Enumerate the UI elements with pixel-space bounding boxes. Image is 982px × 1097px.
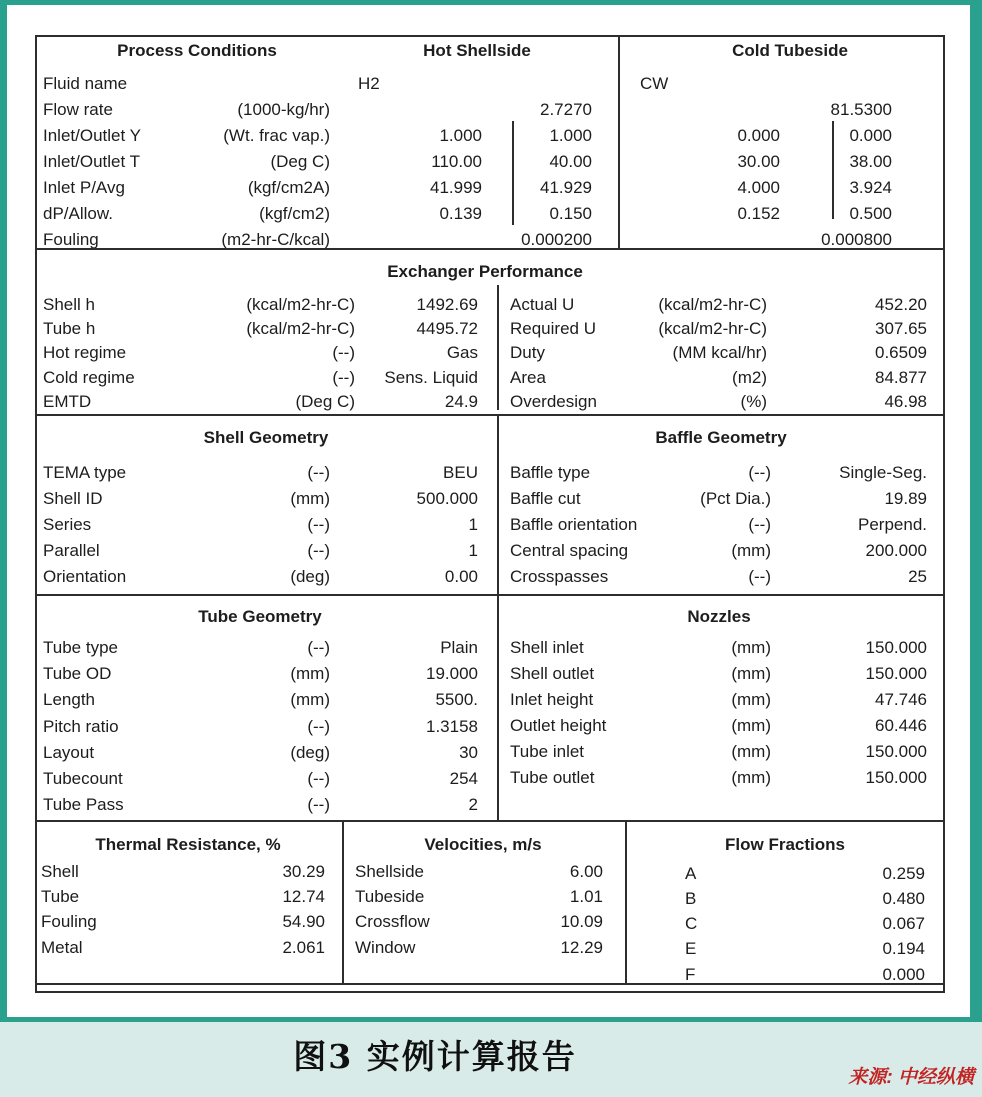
row-unit: (MM kcal/hr) bbox=[672, 343, 767, 362]
hot-outlet-value: 40.00 bbox=[549, 152, 592, 171]
report-table bbox=[35, 35, 945, 993]
row-label: Fouling bbox=[41, 912, 97, 931]
hot-inlet-value: 1.000 bbox=[439, 126, 482, 145]
shell-geometry-title: Shell Geometry bbox=[203, 428, 329, 447]
row-value: 54.90 bbox=[282, 912, 325, 931]
row-value: 0.067 bbox=[882, 914, 925, 933]
row-unit: (mm) bbox=[290, 690, 330, 709]
cold-inlet-value: 30.00 bbox=[737, 152, 780, 171]
row-unit: (mm) bbox=[731, 742, 771, 761]
row-label: Tube Pass bbox=[43, 795, 124, 814]
row-unit: (Wt. frac vap.) bbox=[223, 126, 330, 145]
row-value: 24.9 bbox=[444, 392, 478, 411]
row-unit: (mm) bbox=[731, 664, 771, 683]
row-unit: (--) bbox=[307, 638, 330, 657]
velocities-title: Velocities, m/s bbox=[424, 835, 542, 854]
row-label: Crossflow bbox=[355, 912, 430, 931]
row-label: Inlet/Outlet Y bbox=[43, 126, 141, 145]
row-unit: (kcal/m2-hr-C) bbox=[246, 319, 355, 338]
geometry-divider bbox=[497, 416, 499, 594]
row-unit: (kgf/cm2) bbox=[259, 204, 330, 223]
row-value: 0.000 bbox=[882, 965, 925, 984]
row-value: 4495.72 bbox=[416, 319, 478, 338]
row-label: Crosspasses bbox=[510, 567, 609, 586]
row-label: EMTD bbox=[43, 392, 92, 411]
row-label: Shell bbox=[41, 862, 79, 881]
cold-inlet-value: 0.000 bbox=[737, 126, 780, 145]
cold-fouling-value: 0.000800 bbox=[821, 230, 892, 249]
summary-divider-2 bbox=[625, 822, 627, 983]
row-value: 30.29 bbox=[282, 862, 325, 881]
row-unit: (--) bbox=[307, 463, 330, 482]
hot-inlet-value: 110.00 bbox=[431, 152, 482, 171]
source-attribution: 来源: 中经纵横 bbox=[848, 1067, 974, 1088]
row-value: 60.446 bbox=[875, 716, 927, 735]
row-unit: (--) bbox=[748, 567, 771, 586]
row-value: 2 bbox=[468, 795, 478, 814]
row-label: Tube h bbox=[43, 319, 96, 338]
row-value: 46.98 bbox=[884, 392, 927, 411]
row-value: 19.000 bbox=[426, 664, 478, 683]
row-label: Flow rate bbox=[43, 100, 113, 119]
row-label: Tubeside bbox=[355, 887, 425, 906]
nozzles-title: Nozzles bbox=[687, 607, 751, 626]
section-title: Exchanger Performance bbox=[387, 262, 583, 281]
row-label: Shell h bbox=[43, 295, 95, 314]
row-label: Tubecount bbox=[43, 769, 123, 788]
hot-outlet-value: 41.929 bbox=[540, 178, 592, 197]
row-value: 150.000 bbox=[865, 768, 927, 787]
row-value: 500.000 bbox=[416, 489, 478, 508]
row-value: 1.3158 bbox=[426, 717, 478, 736]
row-label: Hot regime bbox=[43, 343, 127, 362]
row-label: Tube OD bbox=[43, 664, 112, 683]
row-label: Fouling bbox=[43, 230, 99, 249]
row-value: Perpend. bbox=[858, 515, 927, 534]
row-label: Shell inlet bbox=[510, 638, 584, 657]
row-value: Plain bbox=[440, 638, 478, 657]
section-title: Process Conditions bbox=[117, 41, 277, 60]
row-unit: (%) bbox=[740, 392, 767, 411]
row-label: Inlet/Outlet T bbox=[43, 152, 141, 171]
row-label: Required U bbox=[510, 319, 596, 338]
row-label: Window bbox=[355, 938, 416, 957]
row-label: dP/Allow. bbox=[43, 204, 113, 223]
row-label: Series bbox=[43, 515, 92, 534]
row-unit: (deg) bbox=[290, 743, 330, 762]
row-label: Metal bbox=[41, 938, 83, 957]
row-value: 10.09 bbox=[560, 912, 603, 931]
caption-bar bbox=[0, 1022, 982, 1097]
row-label: Tube outlet bbox=[510, 768, 595, 787]
process-conditions-section bbox=[37, 37, 943, 248]
performance-divider bbox=[497, 285, 499, 410]
row-value: 150.000 bbox=[865, 638, 927, 657]
row-label: Inlet P/Avg bbox=[43, 178, 125, 197]
row-unit: (Deg C) bbox=[270, 152, 330, 171]
row-value: 452.20 bbox=[875, 295, 927, 314]
row-value: 0.6509 bbox=[875, 343, 927, 362]
baffle-geometry-title: Baffle Geometry bbox=[655, 428, 787, 447]
row-value: 6.00 bbox=[569, 862, 603, 881]
row-label: Outlet height bbox=[510, 716, 607, 735]
hot-outlet-value: 1.000 bbox=[549, 126, 592, 145]
row-label: Parallel bbox=[43, 541, 100, 560]
hot-fouling-value: 0.000200 bbox=[521, 230, 592, 249]
row-value: 25 bbox=[908, 567, 927, 586]
row-value: 30 bbox=[459, 743, 478, 762]
row-value: 150.000 bbox=[865, 664, 927, 683]
row-value: 200.000 bbox=[865, 541, 927, 560]
hot-inlet-value: 41.999 bbox=[430, 178, 482, 197]
row-label: TEMA type bbox=[43, 463, 127, 482]
row-value: 1 bbox=[468, 515, 478, 534]
row-value: 5500. bbox=[435, 690, 478, 709]
row-value: BEU bbox=[443, 463, 478, 482]
row-unit: (--) bbox=[748, 463, 771, 482]
tube-nozzles-divider bbox=[497, 596, 499, 820]
row-value: 12.74 bbox=[282, 887, 325, 906]
row-unit: (mm) bbox=[290, 664, 330, 683]
row-unit: (--) bbox=[332, 343, 355, 362]
cold-inlet-value: 4.000 bbox=[737, 178, 780, 197]
row-value: 254 bbox=[449, 769, 478, 788]
row-value: Gas bbox=[446, 343, 478, 362]
tube-geometry-title: Tube Geometry bbox=[198, 607, 322, 626]
row-unit: (kcal/m2-hr-C) bbox=[246, 295, 355, 314]
flow-fractions-title: Flow Fractions bbox=[725, 835, 845, 854]
row-unit: (Deg C) bbox=[295, 392, 355, 411]
row-value: Sens. Liquid bbox=[384, 368, 478, 387]
geometry-section bbox=[37, 414, 943, 594]
row-label: B bbox=[685, 889, 697, 908]
summary-section bbox=[37, 820, 943, 985]
cold-outlet-value: 0.500 bbox=[849, 204, 892, 223]
row-value: 47.746 bbox=[875, 690, 927, 709]
row-label: Shell ID bbox=[43, 489, 103, 508]
row-unit: (kcal/m2-hr-C) bbox=[658, 295, 767, 314]
row-label: Central spacing bbox=[510, 541, 629, 560]
row-value: 0.194 bbox=[882, 939, 925, 958]
row-label: Cold regime bbox=[43, 368, 135, 387]
tube-nozzles-section bbox=[37, 594, 943, 820]
cold-outlet-value: 38.00 bbox=[849, 152, 892, 171]
row-value: 1.01 bbox=[569, 887, 603, 906]
row-unit: (--) bbox=[307, 541, 330, 560]
row-label: F bbox=[685, 965, 696, 984]
row-value: 2.061 bbox=[282, 938, 325, 957]
row-label: Length bbox=[43, 690, 95, 709]
row-label: Baffle cut bbox=[510, 489, 581, 508]
row-unit: (mm) bbox=[731, 541, 771, 560]
row-label: Tube inlet bbox=[510, 742, 585, 761]
row-value: 307.65 bbox=[875, 319, 927, 338]
row-label: Baffle orientation bbox=[510, 515, 638, 534]
row-value: 1492.69 bbox=[416, 295, 478, 314]
row-label: Baffle type bbox=[510, 463, 591, 482]
row-label: Actual U bbox=[510, 295, 575, 314]
row-label: Duty bbox=[510, 343, 545, 362]
row-label: Tube type bbox=[43, 638, 118, 657]
hot-shellside-title: Hot Shellside bbox=[423, 41, 531, 60]
cold-fluid-name: CW bbox=[640, 74, 669, 93]
row-unit: (kcal/m2-hr-C) bbox=[658, 319, 767, 338]
thermal-resistance-title: Thermal Resistance, % bbox=[95, 835, 281, 854]
cold-outlet-value: 0.000 bbox=[849, 126, 892, 145]
row-value: 0.480 bbox=[882, 889, 925, 908]
row-unit: (Pct Dia.) bbox=[700, 489, 771, 508]
row-unit: (mm) bbox=[290, 489, 330, 508]
row-unit: (--) bbox=[307, 769, 330, 788]
row-label: Shell outlet bbox=[510, 664, 595, 683]
row-value: 84.877 bbox=[875, 368, 927, 387]
row-unit: (mm) bbox=[731, 716, 771, 735]
row-unit: (--) bbox=[748, 515, 771, 534]
hot-outlet-value: 0.150 bbox=[549, 204, 592, 223]
summary-divider-1 bbox=[342, 822, 344, 983]
row-unit: (kgf/cm2A) bbox=[247, 178, 330, 197]
row-label: Area bbox=[510, 368, 546, 387]
row-value: Single-Seg. bbox=[839, 463, 927, 482]
row-label: C bbox=[685, 914, 698, 933]
row-value: 19.89 bbox=[884, 489, 927, 508]
row-value: 0.00 bbox=[444, 567, 478, 586]
cold-outlet-value: 81.5300 bbox=[830, 100, 892, 119]
row-unit: (m2) bbox=[732, 368, 767, 387]
row-value: 150.000 bbox=[865, 742, 927, 761]
row-label: A bbox=[685, 864, 697, 883]
row-unit: (--) bbox=[307, 515, 330, 534]
row-label: Inlet height bbox=[510, 690, 594, 709]
row-label: Orientation bbox=[43, 567, 127, 586]
row-value: 12.29 bbox=[560, 938, 603, 957]
row-label: Tube bbox=[41, 887, 80, 906]
row-unit: (--) bbox=[332, 368, 355, 387]
row-unit: (mm) bbox=[731, 690, 771, 709]
row-unit: (1000-kg/hr) bbox=[237, 100, 330, 119]
hot-outlet-value: 2.7270 bbox=[540, 100, 592, 119]
row-label: Layout bbox=[43, 743, 95, 762]
row-label: Fluid name bbox=[43, 74, 128, 93]
row-label: Overdesign bbox=[510, 392, 597, 411]
figure-caption: 图3 实例计算报告 bbox=[293, 1037, 577, 1076]
cold-outlet-value: 3.924 bbox=[849, 178, 892, 197]
hot-fluid-name: H2 bbox=[358, 74, 380, 93]
row-label: Pitch ratio bbox=[43, 717, 119, 736]
cold-tubeside-title: Cold Tubeside bbox=[732, 41, 848, 60]
row-label: E bbox=[685, 939, 697, 958]
row-unit: (mm) bbox=[731, 768, 771, 787]
exchanger-performance-section bbox=[37, 248, 943, 414]
row-unit: (--) bbox=[307, 795, 330, 814]
row-value: 0.259 bbox=[882, 864, 925, 883]
row-unit: (m2-hr-C/kcal) bbox=[221, 230, 330, 249]
row-unit: (--) bbox=[307, 717, 330, 736]
hot-inlet-value: 0.139 bbox=[439, 204, 482, 223]
row-label: Shellside bbox=[355, 862, 424, 881]
row-unit: (deg) bbox=[290, 567, 330, 586]
row-unit: (mm) bbox=[731, 638, 771, 657]
cold-inlet-value: 0.152 bbox=[737, 204, 780, 223]
row-value: 1 bbox=[468, 541, 478, 560]
